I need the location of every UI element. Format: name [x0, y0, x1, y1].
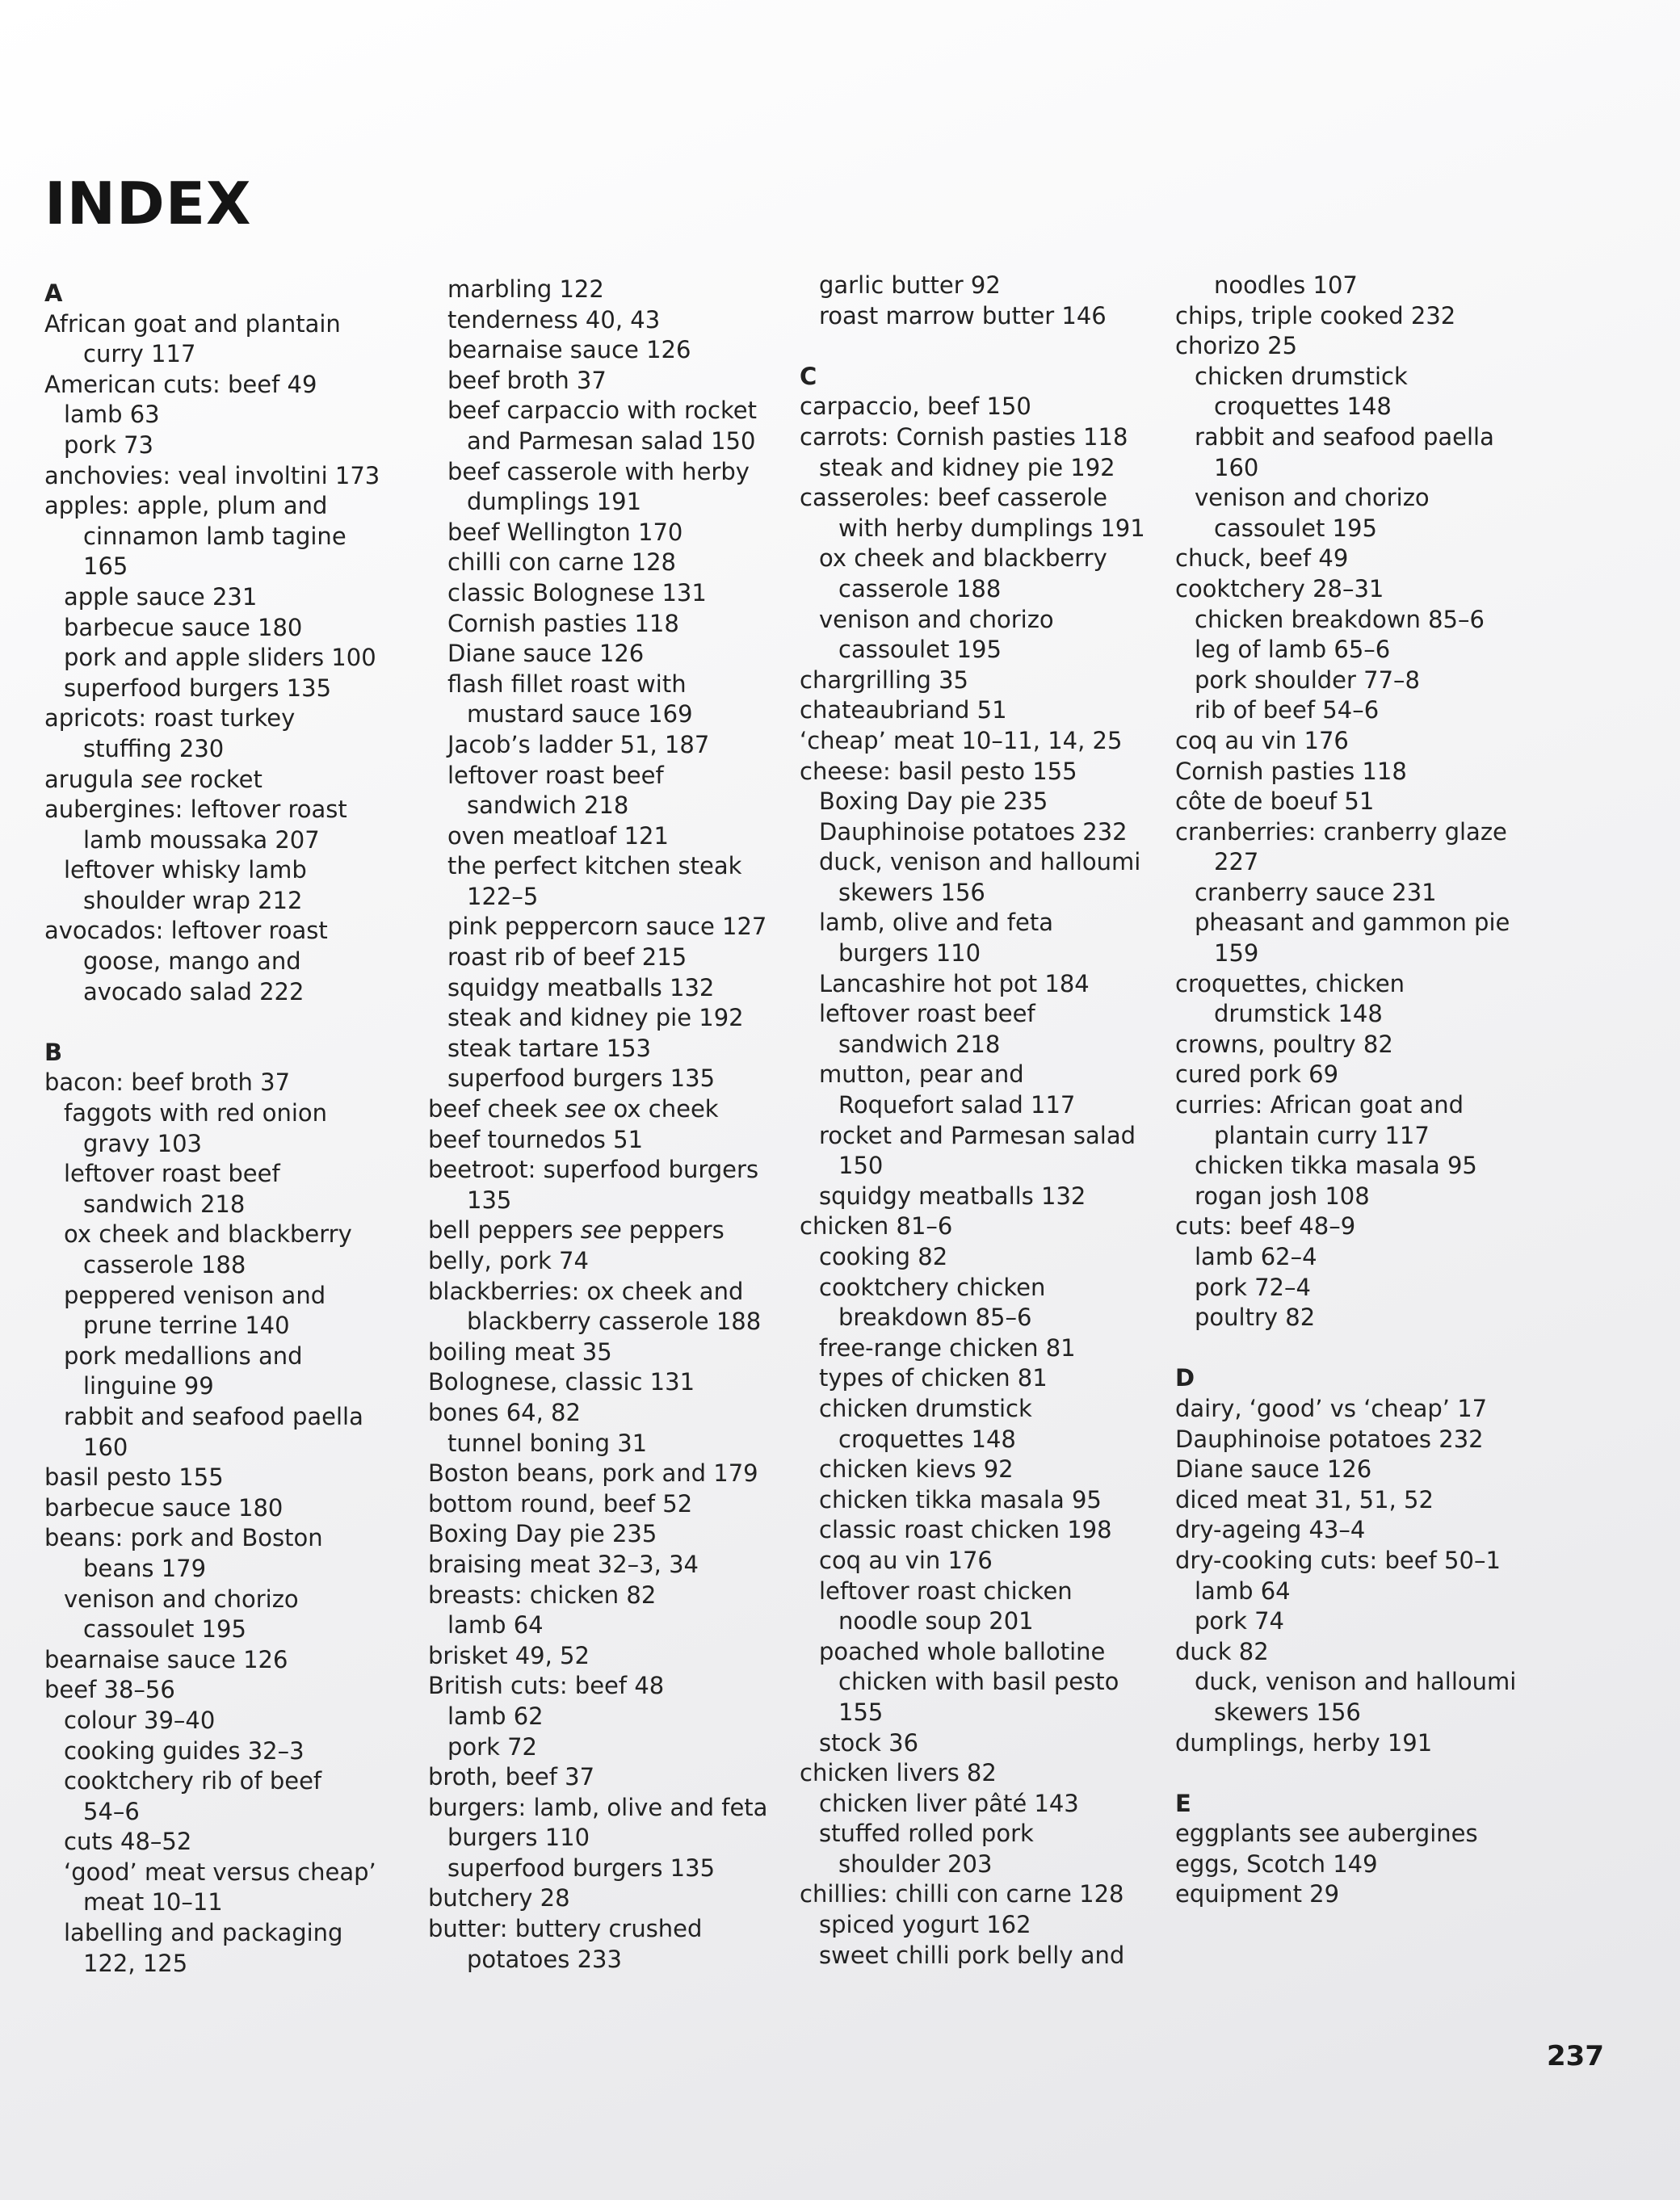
index-entry: burgers 110 — [447, 1824, 590, 1852]
index-entry: côte de boeuf 51 — [1175, 787, 1375, 816]
index-entry: with herby dumplings 191 — [838, 514, 1145, 542]
index-entry: braising meat 32–3, 34 — [428, 1550, 699, 1578]
index-entry: venison and chorizo — [64, 1585, 299, 1613]
index-entry: venison and chorizo — [819, 605, 1054, 633]
index-spacer — [1175, 1333, 1555, 1364]
index-entry: butchery 28 — [428, 1884, 570, 1912]
index-entry: chateaubriand 51 — [800, 696, 1007, 724]
index-entry: arugula see rocket — [44, 765, 262, 793]
index-entry: stuffing 230 — [83, 734, 225, 762]
index-entry: blackberries: ox cheek and — [428, 1277, 744, 1305]
index-entry: apricots: roast turkey — [44, 704, 296, 733]
index-entry: chicken breakdown 85–6 — [1195, 605, 1485, 633]
index-entry: chicken 81–6 — [800, 1212, 953, 1241]
index-entry: brisket 49, 52 — [428, 1641, 590, 1669]
index-entry: casserole 188 — [83, 1251, 246, 1278]
index-entry: beef casserole with herby — [447, 457, 750, 485]
index-entry: beetroot: superfood burgers — [428, 1156, 759, 1184]
index-entry: shoulder wrap 212 — [83, 886, 303, 914]
index-entry: mutton, pear and — [819, 1060, 1024, 1089]
index-entry: free-range chicken 81 — [819, 1333, 1076, 1362]
index-entry: noodles 107 — [1214, 271, 1358, 299]
index-entry: croquettes 148 — [838, 1425, 1016, 1453]
index-entry: leftover roast beef — [819, 1000, 1035, 1028]
index-entry: 54–6 — [83, 1797, 140, 1825]
index-entry: lamb moussaka 207 — [83, 825, 320, 854]
index-entry: leftover roast beef — [64, 1160, 280, 1188]
index-entry: types of chicken 81 — [819, 1364, 1048, 1392]
index-entry: pork 74 — [1195, 1607, 1284, 1635]
index-entry: Boxing Day pie 235 — [819, 787, 1048, 816]
index-entry: cuts: beef 48–9 — [1175, 1212, 1356, 1241]
index-entry: Dauphinoise potatoes 232 — [819, 817, 1128, 846]
index-entry: curries: African goat and — [1175, 1091, 1464, 1119]
index-entry: drumstick 148 — [1214, 1000, 1383, 1028]
index-entry: diced meat 31, 51, 52 — [1175, 1485, 1434, 1514]
index-entry: pork 73 — [64, 430, 153, 459]
index-entry: beef broth 37 — [447, 366, 607, 394]
index-entry: pork shoulder 77–8 — [1195, 665, 1420, 694]
index-entry: duck 82 — [1175, 1637, 1269, 1665]
page-title: INDEX — [44, 170, 252, 237]
index-entry: Lancashire hot pot 184 — [819, 969, 1090, 997]
index-entry: pork medallions and — [64, 1341, 303, 1370]
index-entry: chicken with basil pesto — [838, 1668, 1119, 1696]
index-entry: poached whole ballotine — [819, 1637, 1106, 1665]
index-entry: dumplings 191 — [467, 488, 642, 516]
index-entry: rocket and Parmesan salad — [819, 1121, 1136, 1149]
index-entry: Dauphinoise potatoes 232 — [1175, 1425, 1484, 1453]
index-entry: sandwich 218 — [838, 1030, 1001, 1058]
index-entry: chicken livers 82 — [800, 1759, 997, 1787]
index-entry: steak and kidney pie 192 — [447, 1004, 744, 1032]
index-entry: Cornish pasties 118 — [1175, 757, 1407, 785]
index-entry: lamb 64 — [447, 1611, 544, 1640]
index-entry: casserole 188 — [838, 574, 1002, 602]
index-entry: dumplings, herby 191 — [1175, 1728, 1433, 1757]
index-entry: beef cheek see ox cheek — [428, 1095, 719, 1123]
index-entry: beef tournedos 51 — [428, 1125, 644, 1153]
index-entry: poultry 82 — [1195, 1304, 1316, 1332]
index-entry: chargrilling 35 — [800, 665, 968, 694]
index-entry: skewers 156 — [838, 878, 985, 906]
index-entry: superfood burgers 135 — [64, 674, 332, 702]
index-letter-heading: A — [44, 279, 63, 307]
index-entry: rogan josh 108 — [1195, 1182, 1370, 1210]
index-entry: cheese: basil pesto 155 — [800, 757, 1077, 785]
index-entry: cranberries: cranberry glaze — [1175, 817, 1507, 846]
index-entry: croquettes 148 — [1214, 393, 1392, 421]
index-entry: peppered venison and — [64, 1281, 326, 1309]
index-entry: cassoulet 195 — [83, 1615, 246, 1644]
index-entry: bacon: beef broth 37 — [44, 1069, 291, 1097]
index-entry: croquettes, chicken — [1175, 969, 1405, 997]
index-entry: lamb 63 — [64, 401, 160, 429]
index-entry: sandwich 218 — [467, 791, 629, 820]
index-entry: leftover whisky lamb — [64, 856, 307, 884]
index-entry: Diane sauce 126 — [1175, 1455, 1372, 1484]
index-entry: cassoulet 195 — [1214, 514, 1377, 542]
index-entry: lamb 62–4 — [1195, 1243, 1317, 1270]
index-entry: bell peppers see peppers — [428, 1216, 724, 1245]
index-entry: apple sauce 231 — [64, 582, 258, 611]
index-entry: steak tartare 153 — [447, 1034, 652, 1062]
index-entry: chicken drumstick — [1195, 362, 1408, 390]
index-entry: duck, venison and halloumi — [1195, 1668, 1517, 1696]
index-entry: beef carpaccio with rocket — [447, 397, 757, 425]
index-entry: butter: buttery crushed — [428, 1915, 703, 1943]
index-entry: potatoes 233 — [467, 1945, 622, 1973]
index-entry: Boston beans, pork and 179 — [428, 1459, 758, 1488]
index-entry: cooking guides 32–3 — [64, 1736, 304, 1765]
index-entry: dry-ageing 43–4 — [1175, 1516, 1366, 1544]
index-entry: breakdown 85–6 — [838, 1304, 1032, 1332]
index-entry: Jacob’s ladder 51, 187 — [447, 730, 710, 758]
index-entry: cinnamon lamb tagine — [83, 522, 346, 550]
index-entry: dairy, ‘good’ vs ‘cheap’ 17 — [1175, 1394, 1488, 1422]
index-entry: chicken liver pâté 143 — [819, 1789, 1079, 1817]
index-entry: cassoulet 195 — [838, 636, 1002, 664]
index-column-3 — [800, 271, 1179, 1971]
index-entry: plantain curry 117 — [1214, 1121, 1430, 1149]
index-entry: mustard sauce 169 — [467, 700, 693, 728]
index-spacer — [44, 1007, 424, 1038]
index-entry: leftover roast beef — [447, 761, 664, 789]
index-entry: and Parmesan salad 150 — [467, 426, 756, 455]
index-entry: barbecue sauce 180 — [44, 1493, 284, 1522]
index-entry: eggs, Scotch 149 — [1175, 1849, 1378, 1878]
index-entry: 150 — [838, 1152, 884, 1180]
index-entry: breasts: chicken 82 — [428, 1581, 657, 1609]
index-entry: beans: pork and Boston — [44, 1524, 323, 1552]
index-entry: anchovies: veal involtini 173 — [44, 461, 380, 489]
index-entry: coq au vin 176 — [1175, 726, 1349, 754]
index-entry: ox cheek and blackberry — [819, 544, 1107, 573]
index-entry: skewers 156 — [1214, 1698, 1361, 1726]
index-entry: dry-cooking cuts: beef 50–1 — [1175, 1546, 1501, 1574]
index-letter-heading: E — [1175, 1789, 1191, 1817]
index-entry: superfood burgers 135 — [447, 1854, 716, 1882]
index-entry: meat 10–11 — [83, 1888, 223, 1917]
index-entry: casseroles: beef casserole — [800, 484, 1108, 512]
index-entry: British cuts: beef 48 — [428, 1672, 665, 1700]
index-entry: linguine 99 — [83, 1372, 214, 1400]
index-entry: cooking 82 — [819, 1243, 948, 1270]
index-entry: chips, triple cooked 232 — [1175, 301, 1456, 330]
index-entry: pork 72 — [447, 1732, 537, 1761]
index-entry: cranberry sauce 231 — [1195, 878, 1437, 906]
index-entry: cured pork 69 — [1175, 1060, 1339, 1089]
index-entry: crowns, poultry 82 — [1175, 1030, 1393, 1058]
index-entry: basil pesto 155 — [44, 1463, 224, 1492]
index-entry: chilli con carne 128 — [447, 548, 676, 577]
index-entry: cooktchery rib of beef — [64, 1767, 322, 1795]
index-entry: bearnaise sauce 126 — [44, 1645, 288, 1673]
index-entry: pheasant and gammon pie — [1195, 909, 1510, 937]
index-entry: Roquefort salad 117 — [838, 1091, 1076, 1119]
index-entry: bearnaise sauce 126 — [447, 336, 691, 364]
index-entry: boiling meat 35 — [428, 1337, 612, 1366]
index-entry: avocados: leftover roast — [44, 917, 328, 945]
index-entry: chicken tikka masala 95 — [1195, 1152, 1477, 1180]
index-entry: marbling 122 — [447, 275, 604, 303]
index-column-1 — [44, 279, 424, 1979]
index-entry: barbecue sauce 180 — [64, 613, 303, 641]
index-entry: rabbit and seafood paella — [1195, 422, 1494, 451]
index-entry: Boxing Day pie 235 — [428, 1520, 657, 1548]
index-entry: rib of beef 54–6 — [1195, 696, 1380, 724]
index-entry: lamb 62 — [447, 1702, 544, 1730]
index-entry: pink peppercorn sauce 127 — [447, 913, 767, 941]
cross-reference-see: see — [580, 1216, 622, 1245]
index-entry: 155 — [838, 1698, 884, 1726]
index-letter-heading: B — [44, 1038, 63, 1066]
index-entry: carrots: Cornish pasties 118 — [800, 422, 1128, 451]
index-entry: 159 — [1214, 939, 1259, 968]
index-spacer — [800, 331, 1179, 362]
index-entry: tunnel boning 31 — [447, 1429, 648, 1457]
index-entry: ‘cheap’ meat 10–11, 14, 25 — [800, 726, 1123, 754]
index-entry: chicken kievs 92 — [819, 1455, 1014, 1484]
index-entry: duck, venison and halloumi — [819, 848, 1141, 876]
index-entry: bottom round, beef 52 — [428, 1489, 693, 1518]
index-entry: chillies: chilli con carne 128 — [800, 1880, 1124, 1908]
index-entry: flash fillet roast with — [447, 670, 687, 698]
index-entry: broth, beef 37 — [428, 1763, 595, 1791]
index-entry: classic roast chicken 198 — [819, 1516, 1112, 1544]
index-entry: stuffed rolled pork — [819, 1820, 1034, 1848]
index-entry: pork and apple sliders 100 — [64, 644, 376, 672]
index-entry: Diane sauce 126 — [447, 640, 645, 668]
index-entry: 135 — [467, 1186, 512, 1214]
index-entry: venison and chorizo — [1195, 484, 1430, 512]
index-entry: pork 72–4 — [1195, 1273, 1311, 1301]
index-entry: cuts 48–52 — [64, 1828, 192, 1856]
index-entry: sweet chilli pork belly and — [819, 1941, 1125, 1969]
index-entry: chuck, beef 49 — [1175, 544, 1349, 573]
cross-reference-see: see — [141, 765, 183, 793]
index-entry: 165 — [83, 552, 128, 581]
index-entry: burgers 110 — [838, 939, 981, 968]
index-entry: garlic butter 92 — [819, 271, 1001, 299]
index-entry: squidgy meatballs 132 — [819, 1182, 1086, 1210]
index-entry: bones 64, 82 — [428, 1398, 581, 1426]
index-column-2 — [428, 275, 808, 1975]
index-entry: classic Bolognese 131 — [447, 578, 707, 607]
index-entry: chicken drumstick — [819, 1394, 1032, 1422]
index-column-4 — [1175, 271, 1555, 1910]
index-entry: carpaccio, beef 150 — [800, 393, 1031, 421]
index-entry: cooktchery chicken — [819, 1273, 1046, 1301]
index-entry: leftover roast chicken — [819, 1577, 1073, 1605]
index-entry: squidgy meatballs 132 — [447, 973, 715, 1001]
index-entry: stock 36 — [819, 1728, 919, 1757]
cross-reference-see: see — [565, 1095, 607, 1123]
index-entry: chicken tikka masala 95 — [819, 1485, 1102, 1514]
index-entry: 227 — [1214, 848, 1259, 876]
index-entry: curry 117 — [83, 340, 196, 368]
index-entry: ‘good’ meat versus cheap’ — [64, 1858, 376, 1886]
index-entry: spiced yogurt 162 — [819, 1911, 1031, 1939]
index-entry: apples: apple, plum and — [44, 492, 328, 520]
index-letter-heading: C — [800, 362, 817, 390]
index-entry: eggplants see aubergines — [1175, 1820, 1478, 1848]
index-entry: belly, pork 74 — [428, 1247, 589, 1274]
index-entry: faggots with red onion — [64, 1099, 328, 1127]
index-entry: 122, 125 — [83, 1949, 188, 1977]
index-entry: gravy 103 — [83, 1129, 202, 1157]
index-entry: goose, mango and — [83, 947, 301, 976]
index-entry: cooktchery 28–31 — [1175, 574, 1384, 602]
index-entry: roast rib of beef 215 — [447, 943, 687, 972]
index-letter-heading: D — [1175, 1364, 1195, 1392]
index-entry: aubergines: leftover roast — [44, 796, 347, 824]
index-entry: lamb, olive and feta — [819, 909, 1053, 937]
index-entry: 160 — [1214, 453, 1259, 481]
index-entry: superfood burgers 135 — [447, 1064, 716, 1093]
index-entry: rabbit and seafood paella — [64, 1402, 363, 1430]
index-entry: beans 179 — [83, 1554, 207, 1582]
index-entry: colour 39–40 — [64, 1706, 216, 1734]
index-entry: the perfect kitchen steak — [447, 852, 742, 880]
index-entry: lamb 64 — [1195, 1577, 1291, 1605]
index-entry: roast marrow butter 146 — [819, 301, 1107, 330]
index-entry: beef 38–56 — [44, 1676, 175, 1704]
index-entry: beef Wellington 170 — [447, 518, 683, 546]
index-entry: shoulder 203 — [838, 1849, 993, 1878]
index-entry: burgers: lamb, olive and feta — [428, 1793, 768, 1821]
index-entry: American cuts: beef 49 — [44, 370, 317, 398]
index-entry: equipment 29 — [1175, 1880, 1340, 1908]
index-entry: Cornish pasties 118 — [447, 609, 679, 637]
index-entry: steak and kidney pie 192 — [819, 453, 1115, 481]
index-entry: ox cheek and blackberry — [64, 1220, 352, 1249]
index-entry: labelling and packaging — [64, 1919, 343, 1947]
index-entry: sandwich 218 — [83, 1190, 246, 1218]
index-spacer — [1175, 1758, 1555, 1789]
index-entry: chorizo 25 — [1175, 332, 1298, 360]
page-number: 237 — [1547, 2040, 1604, 2072]
index-entry: prune terrine 140 — [83, 1312, 290, 1340]
index-entry: oven meatloaf 121 — [447, 821, 669, 850]
index-entry: 122–5 — [467, 882, 539, 910]
index-entry: tenderness 40, 43 — [447, 305, 661, 334]
index-entry: Bolognese, classic 131 — [428, 1368, 695, 1396]
index-entry: coq au vin 176 — [819, 1546, 993, 1574]
index-entry: avocado salad 222 — [83, 977, 304, 1006]
index-entry: leg of lamb 65–6 — [1195, 636, 1391, 664]
index-entry: 160 — [83, 1433, 128, 1461]
index-entry: noodle soup 201 — [838, 1607, 1034, 1635]
index-entry: blackberry casserole 188 — [467, 1308, 762, 1336]
index-entry: African goat and plantain — [44, 309, 341, 338]
